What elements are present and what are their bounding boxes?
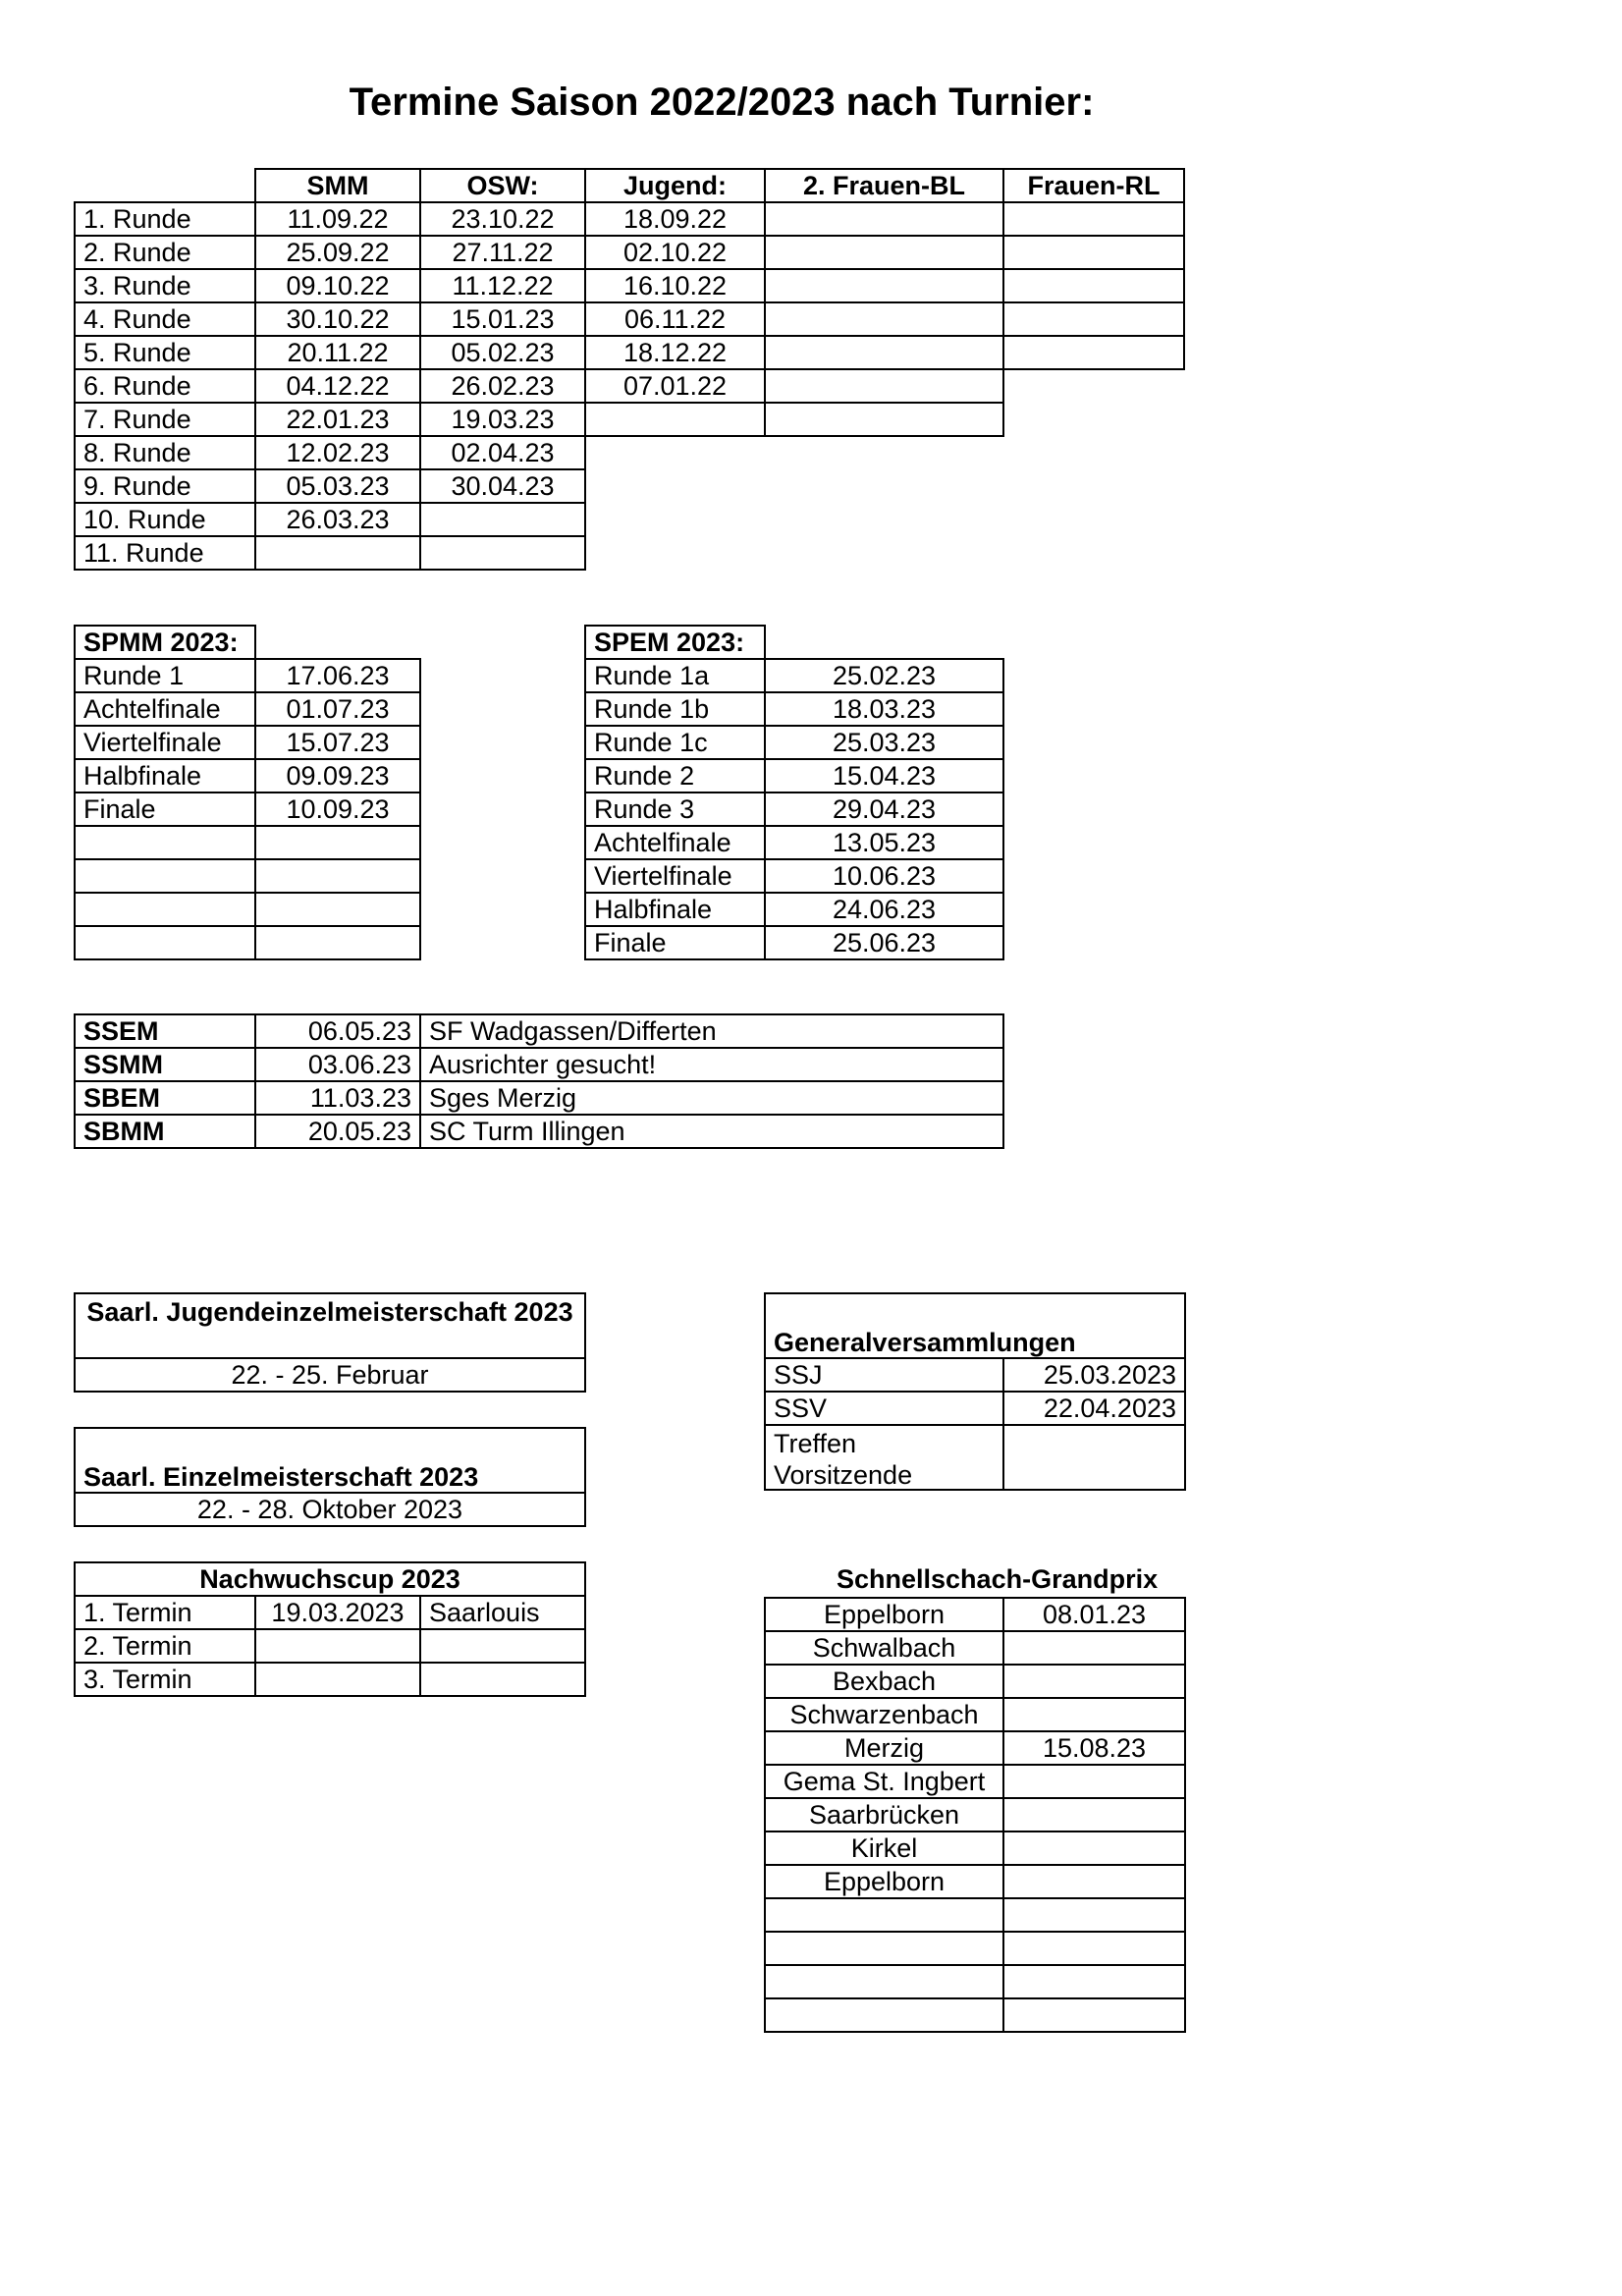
nachwuchs-termin: 2. Termin <box>74 1628 256 1664</box>
round-date <box>1002 335 1185 370</box>
spem-date: 13.05.23 <box>764 825 1004 860</box>
gv-date: 22.04.2023 <box>1002 1391 1186 1426</box>
nachwuchs-date <box>254 1662 421 1697</box>
grandprix-date <box>1002 1797 1186 1832</box>
round-date <box>254 535 421 571</box>
spem-date: 24.06.23 <box>764 892 1004 927</box>
spmm-round: Runde 1 <box>74 658 256 693</box>
nachwuchs-termin: 1. Termin <box>74 1595 256 1630</box>
round-label: 7. Runde <box>74 402 256 437</box>
round-date <box>764 335 1004 370</box>
round-date: 12.02.23 <box>254 435 421 470</box>
spmm-round: Viertelfinale <box>74 725 256 760</box>
round-date: 16.10.22 <box>584 268 766 303</box>
round-label: 2. Runde <box>74 235 256 270</box>
grandprix-date <box>1002 1764 1186 1799</box>
column-header: Frauen-RL <box>1002 168 1185 203</box>
grandprix-location <box>764 1997 1004 2033</box>
nachwuchs-termin: 3. Termin <box>74 1662 256 1697</box>
grandprix-date: 15.08.23 <box>1002 1730 1186 1766</box>
spmm-date: 15.07.23 <box>254 725 421 760</box>
gv-date <box>1002 1424 1186 1491</box>
round-date <box>764 235 1004 270</box>
spem-date: 25.02.23 <box>764 658 1004 693</box>
grandprix-location: Kirkel <box>764 1831 1004 1866</box>
spmm-date <box>254 925 421 960</box>
grandprix-location: Schwalbach <box>764 1630 1004 1666</box>
round-date: 05.03.23 <box>254 468 421 504</box>
round-date: 05.02.23 <box>419 335 586 370</box>
event-name: SSEM <box>74 1013 256 1049</box>
round-date: 23.10.22 <box>419 201 586 237</box>
round-date: 26.03.23 <box>254 502 421 537</box>
event-date: 03.06.23 <box>254 1047 421 1082</box>
grandprix-date <box>1002 1897 1186 1933</box>
round-date: 26.02.23 <box>419 368 586 404</box>
round-date: 02.10.22 <box>584 235 766 270</box>
spem-round: Viertelfinale <box>584 858 766 894</box>
round-date: 11.09.22 <box>254 201 421 237</box>
nachwuchs-date <box>254 1628 421 1664</box>
round-label: 10. Runde <box>74 502 256 537</box>
spem-date: 10.06.23 <box>764 858 1004 894</box>
spmm-round <box>74 858 256 894</box>
round-date <box>764 268 1004 303</box>
round-date: 22.01.23 <box>254 402 421 437</box>
spmm-date <box>254 825 421 860</box>
spem-round: Runde 1b <box>584 691 766 727</box>
grandprix-date <box>1002 1931 1186 1966</box>
gv-date: 25.03.2023 <box>1002 1357 1186 1393</box>
einzel-em-date: 22. - 28. Oktober 2023 <box>74 1492 586 1527</box>
spmm-round <box>74 825 256 860</box>
round-date <box>1002 201 1185 237</box>
spem-title: SPEM 2023: <box>584 625 766 660</box>
grandprix-location: Gema St. Ingbert <box>764 1764 1004 1799</box>
spmm-title: SPMM 2023: <box>74 625 256 660</box>
spem-round: Halbfinale <box>584 892 766 927</box>
grandprix-location: Bexbach <box>764 1664 1004 1699</box>
grandprix-location <box>764 1931 1004 1966</box>
spmm-date: 01.07.23 <box>254 691 421 727</box>
round-label: 4. Runde <box>74 301 256 337</box>
round-date <box>419 502 586 537</box>
round-label: 3. Runde <box>74 268 256 303</box>
spmm-round: Halbfinale <box>74 758 256 793</box>
event-host: Sges Merzig <box>419 1080 1004 1116</box>
spem-date: 25.03.23 <box>764 725 1004 760</box>
round-date: 11.12.22 <box>419 268 586 303</box>
round-date <box>764 402 1004 437</box>
event-host: Ausrichter gesucht! <box>419 1047 1004 1082</box>
column-header: OSW: <box>419 168 586 203</box>
jugend-em-title: Saarl. Jugendeinzelmeisterschaft 2023 <box>74 1292 586 1359</box>
gv-org: Treffen Vorsitzende <box>764 1424 1004 1491</box>
column-header: 2. Frauen-BL <box>764 168 1004 203</box>
nachwuchs-place <box>419 1662 586 1697</box>
spmm-date: 09.09.23 <box>254 758 421 793</box>
spem-round: Achtelfinale <box>584 825 766 860</box>
spmm-round: Achtelfinale <box>74 691 256 727</box>
jugend-em-date: 22. - 25. Februar <box>74 1357 586 1393</box>
round-date <box>584 402 766 437</box>
event-name: SSMM <box>74 1047 256 1082</box>
round-date: 30.10.22 <box>254 301 421 337</box>
round-date: 06.11.22 <box>584 301 766 337</box>
grandprix-date <box>1002 1964 1186 1999</box>
round-date: 20.11.22 <box>254 335 421 370</box>
round-date <box>419 535 586 571</box>
nachwuchs-date: 19.03.2023 <box>254 1595 421 1630</box>
round-date <box>1002 301 1185 337</box>
spem-date: 15.04.23 <box>764 758 1004 793</box>
gv-title: Generalversammlungen <box>764 1292 1186 1359</box>
round-date: 25.09.22 <box>254 235 421 270</box>
round-date <box>1002 235 1185 270</box>
grandprix-date <box>1002 1697 1186 1732</box>
spem-date: 29.04.23 <box>764 792 1004 827</box>
round-date: 09.10.22 <box>254 268 421 303</box>
grandprix-date <box>1002 1831 1186 1866</box>
grandprix-location <box>764 1964 1004 1999</box>
event-host: SC Turm Illingen <box>419 1114 1004 1149</box>
gv-org: SSJ <box>764 1357 1004 1393</box>
spem-round: Runde 1a <box>584 658 766 693</box>
round-label: 6. Runde <box>74 368 256 404</box>
spem-date: 25.06.23 <box>764 925 1004 960</box>
round-date: 02.04.23 <box>419 435 586 470</box>
spmm-date <box>254 892 421 927</box>
grandprix-location: Merzig <box>764 1730 1004 1766</box>
round-date: 18.09.22 <box>584 201 766 237</box>
round-date: 18.12.22 <box>584 335 766 370</box>
round-date: 07.01.22 <box>584 368 766 404</box>
spmm-round <box>74 892 256 927</box>
round-date <box>1002 268 1185 303</box>
grandprix-date <box>1002 1997 1186 2033</box>
event-date: 11.03.23 <box>254 1080 421 1116</box>
nachwuchs-place: Saarlouis <box>419 1595 586 1630</box>
grandprix-location: Eppelborn <box>764 1597 1004 1632</box>
grandprix-date <box>1002 1630 1186 1666</box>
spem-round: Runde 1c <box>584 725 766 760</box>
spem-date: 18.03.23 <box>764 691 1004 727</box>
round-date: 27.11.22 <box>419 235 586 270</box>
round-date: 30.04.23 <box>419 468 586 504</box>
spmm-date: 17.06.23 <box>254 658 421 693</box>
event-date: 06.05.23 <box>254 1013 421 1049</box>
round-label: 11. Runde <box>74 535 256 571</box>
event-name: SBEM <box>74 1080 256 1116</box>
round-label: 1. Runde <box>74 201 256 237</box>
column-header: Jugend: <box>584 168 766 203</box>
spmm-round: Finale <box>74 792 256 827</box>
event-date: 20.05.23 <box>254 1114 421 1149</box>
event-name: SBMM <box>74 1114 256 1149</box>
einzel-em-title: Saarl. Einzelmeisterschaft 2023 <box>74 1427 586 1494</box>
spmm-date <box>254 858 421 894</box>
grandprix-location: Eppelborn <box>764 1864 1004 1899</box>
spmm-date: 10.09.23 <box>254 792 421 827</box>
grandprix-location <box>764 1897 1004 1933</box>
spem-round: Runde 3 <box>584 792 766 827</box>
round-date <box>764 301 1004 337</box>
page-title: Termine Saison 2022/2023 nach Turnier: <box>349 81 1095 124</box>
grandprix-date <box>1002 1864 1186 1899</box>
round-label: 8. Runde <box>74 435 256 470</box>
round-date: 15.01.23 <box>419 301 586 337</box>
grandprix-location: Saarbrücken <box>764 1797 1004 1832</box>
round-date <box>764 201 1004 237</box>
gv-org: SSV <box>764 1391 1004 1426</box>
nachwuchs-place <box>419 1628 586 1664</box>
round-label: 9. Runde <box>74 468 256 504</box>
nachwuchs-title: Nachwuchscup 2023 <box>74 1561 586 1597</box>
round-date: 04.12.22 <box>254 368 421 404</box>
grandprix-location: Schwarzenbach <box>764 1697 1004 1732</box>
grandprix-date <box>1002 1664 1186 1699</box>
round-date <box>764 368 1004 404</box>
grandprix-title: Schnellschach-Grandprix <box>837 1564 1159 1594</box>
spmm-round <box>74 925 256 960</box>
round-date: 19.03.23 <box>419 402 586 437</box>
spem-round: Finale <box>584 925 766 960</box>
spem-round: Runde 2 <box>584 758 766 793</box>
column-header: SMM <box>254 168 421 203</box>
event-host: SF Wadgassen/Differten <box>419 1013 1004 1049</box>
round-label: 5. Runde <box>74 335 256 370</box>
grandprix-date: 08.01.23 <box>1002 1597 1186 1632</box>
